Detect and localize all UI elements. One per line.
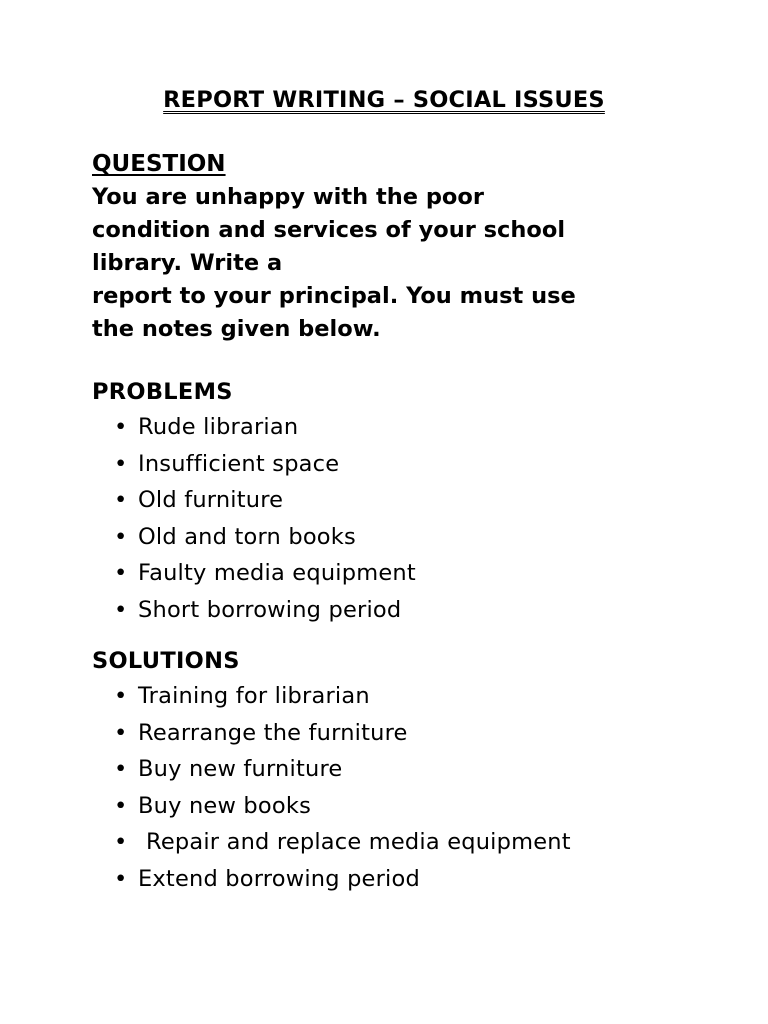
bullet-icon: • (114, 865, 128, 892)
bullet-icon: • (114, 523, 128, 550)
bullet-icon: • (114, 792, 128, 819)
question-heading: QUESTION (92, 151, 226, 177)
bullet-icon: • (114, 596, 128, 623)
solution-item-text: Extend borrowing period (138, 865, 420, 892)
question-text (92, 181, 692, 346)
bullet-icon: • (114, 414, 128, 440)
bullet-icon: • (114, 450, 128, 477)
bullet-icon: • (114, 487, 128, 513)
problem-item-text: Faulty media equipment (138, 560, 416, 586)
problem-item-text: Old furniture (138, 487, 284, 513)
solutions-heading: SOLUTIONS (92, 648, 240, 674)
solution-item-text: Rearrange the furniture (138, 719, 408, 746)
problem-item-text: Insufficient space (138, 450, 340, 477)
bullet-icon: • (114, 683, 128, 709)
question-line: library. Write a (92, 250, 283, 276)
bullet-icon: • (114, 756, 128, 782)
bullet-icon: • (114, 829, 128, 855)
document-title (0, 86, 768, 114)
question-line: the notes given below. (92, 316, 381, 342)
question-line: You are unhappy with the poor (92, 184, 484, 210)
question-line: report to your principal. You must use (92, 283, 576, 309)
problems-heading: PROBLEMS (92, 379, 233, 405)
solution-item-text: Buy new furniture (138, 756, 343, 782)
problem-item-text: Old and torn books (138, 523, 356, 550)
solution-item-text: Repair and replace media equipment (146, 829, 571, 855)
solution-item-text: Buy new books (138, 792, 311, 819)
problem-item-text: Short borrowing period (138, 596, 402, 623)
document-title-text: REPORT WRITING – SOCIAL ISSUES (163, 87, 605, 113)
problem-item-text: Rude librarian (138, 414, 299, 440)
bullet-icon: • (114, 719, 128, 746)
solution-item-text: Training for librarian (138, 683, 370, 709)
bullet-icon: • (114, 560, 128, 586)
question-line: condition and services of your school (92, 217, 566, 243)
